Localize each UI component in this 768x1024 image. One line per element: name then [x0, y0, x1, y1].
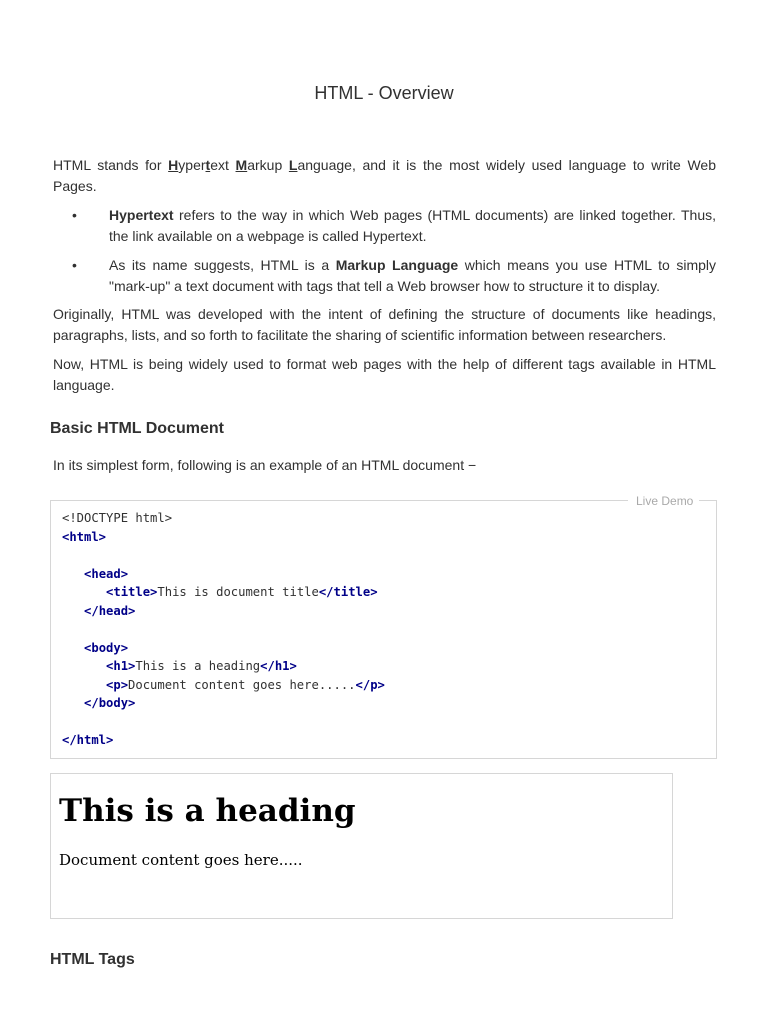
live-demo-link[interactable]: Live Demo	[628, 494, 699, 508]
demo-heading: This is a heading	[59, 793, 356, 829]
basic-doc-intro: In its simplest form, following is an example of an HTML document −	[53, 457, 477, 473]
code-block: <!DOCTYPE html> <html> <head> <title>This is document title</title> </head> <body> <h1>This is a heading</h1> <p>Document content goes here.....</p> </body> </html>	[62, 511, 385, 747]
live-demo-divider	[700, 500, 717, 501]
bullet-icon: •	[72, 257, 77, 273]
demo-content: Document content goes here.....	[59, 851, 303, 869]
bullet-icon: •	[72, 207, 77, 223]
section-heading-basic-doc: Basic HTML Document	[50, 420, 224, 437]
section-heading-html-tags: HTML Tags	[50, 951, 135, 968]
paragraph-origin: Originally, HTML was developed with the intent of defining the structure of documents like headings, paragraphs, lists, and so forth to facilitate the sharing of scientific information between researchers.	[53, 306, 716, 343]
intro-paragraph: HTML stands for Hypertext Markup Language, and it is the most widely used language to write Web Pages.	[53, 157, 716, 194]
paragraph-usage: Now, HTML is being widely used to format web pages with the help of different tags available in HTML language.	[53, 356, 716, 393]
page-title: HTML - Overview	[314, 83, 454, 104]
